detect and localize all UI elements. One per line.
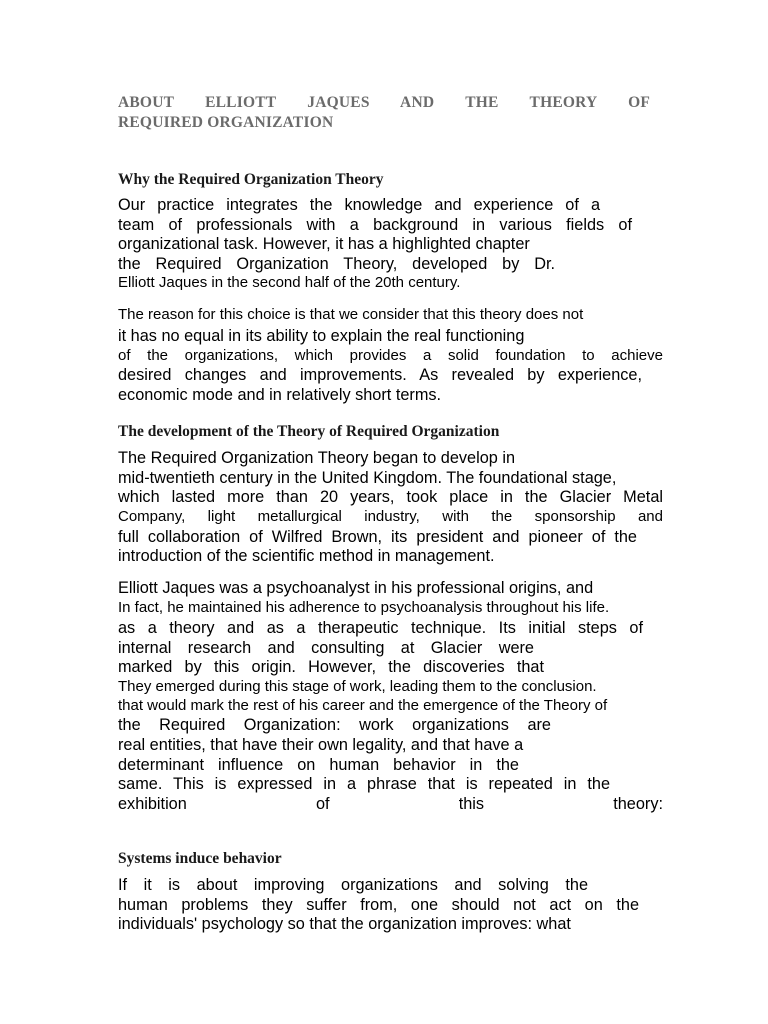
paragraph-line: introduction of the scientific method in management. bbox=[118, 547, 495, 565]
paragraph-line: organizational task. However, it has a highlighted chapter bbox=[118, 235, 530, 253]
paragraph-line: that would mark the rest of his career and the emergence of the Theory of bbox=[118, 697, 608, 714]
paragraph-line: Elliott Jaques was a psychoanalyst in his professional origins, and bbox=[118, 579, 594, 597]
paragraph-line: full collaboration of Wilfred Brown, its president and pioneer of the bbox=[118, 528, 637, 546]
paragraph-line: mid-twentieth century in the United Kingdom. The foundational stage, bbox=[118, 469, 617, 487]
section-heading-why: Why the Required Organization Theory bbox=[118, 171, 384, 188]
paragraph-line: They emerged during this stage of work, leading them to the conclusion. bbox=[118, 678, 597, 695]
paragraph-line: economic mode and in relatively short terms. bbox=[118, 386, 442, 404]
paragraph-line: of the organizations, which provides a solid foundation to achieve bbox=[118, 347, 663, 364]
paragraph-line: team of professionals with a background in various fields of bbox=[118, 216, 632, 234]
paragraph-line: as a theory and as a therapeutic technique. Its initial steps of bbox=[118, 619, 643, 637]
paragraph-line: desired changes and improvements. As revealed by experience, bbox=[118, 366, 642, 384]
paragraph-line: In fact, he maintained his adherence to psychoanalysis throughout his life. bbox=[118, 599, 610, 616]
paragraph-line: it has no equal in its ability to explain the real functioning bbox=[118, 327, 525, 345]
section-heading-development: The development of the Theory of Required Organization bbox=[118, 423, 500, 440]
paragraph-line: individuals' psychology so that the organization improves: what bbox=[118, 915, 571, 933]
document-title-line-1: ABOUT ELLIOTT JAQUES AND THE THEORY OF bbox=[118, 94, 650, 111]
paragraph-line: exhibition of this theory: bbox=[118, 795, 663, 813]
document-title-line-2: REQUIRED ORGANIZATION bbox=[118, 114, 334, 131]
paragraph-line: internal research and consulting at Glacier were bbox=[118, 639, 534, 657]
paragraph-line: The Required Organization Theory began to develop in bbox=[118, 449, 516, 467]
section-heading-systems: Systems induce behavior bbox=[118, 850, 282, 867]
paragraph-line: Our practice integrates the knowledge and experience of a bbox=[118, 196, 600, 214]
paragraph-line: Elliott Jaques in the second half of the 20th century. bbox=[118, 274, 461, 291]
paragraph-line: the Required Organization: work organizations are bbox=[118, 716, 551, 734]
paragraph-line: If it is about improving organizations and solving the bbox=[118, 876, 588, 894]
paragraph-line: real entities, that have their own legality, and that have a bbox=[118, 736, 524, 754]
paragraph-line: same. This is expressed in a phrase that is repeated in the bbox=[118, 775, 610, 793]
paragraph-line: the Required Organization Theory, developed by Dr. bbox=[118, 255, 555, 273]
paragraph-line: The reason for this choice is that we consider that this theory does not bbox=[118, 306, 584, 323]
paragraph-line: marked by this origin. However, the discoveries that bbox=[118, 658, 544, 676]
paragraph-line: human problems they suffer from, one should not act on the bbox=[118, 896, 639, 914]
paragraph-line: Company, light metallurgical industry, with the sponsorship and bbox=[118, 508, 663, 525]
paragraph-line: determinant influence on human behavior in the bbox=[118, 756, 519, 774]
paragraph-line: which lasted more than 20 years, took place in the Glacier Metal bbox=[118, 488, 663, 506]
